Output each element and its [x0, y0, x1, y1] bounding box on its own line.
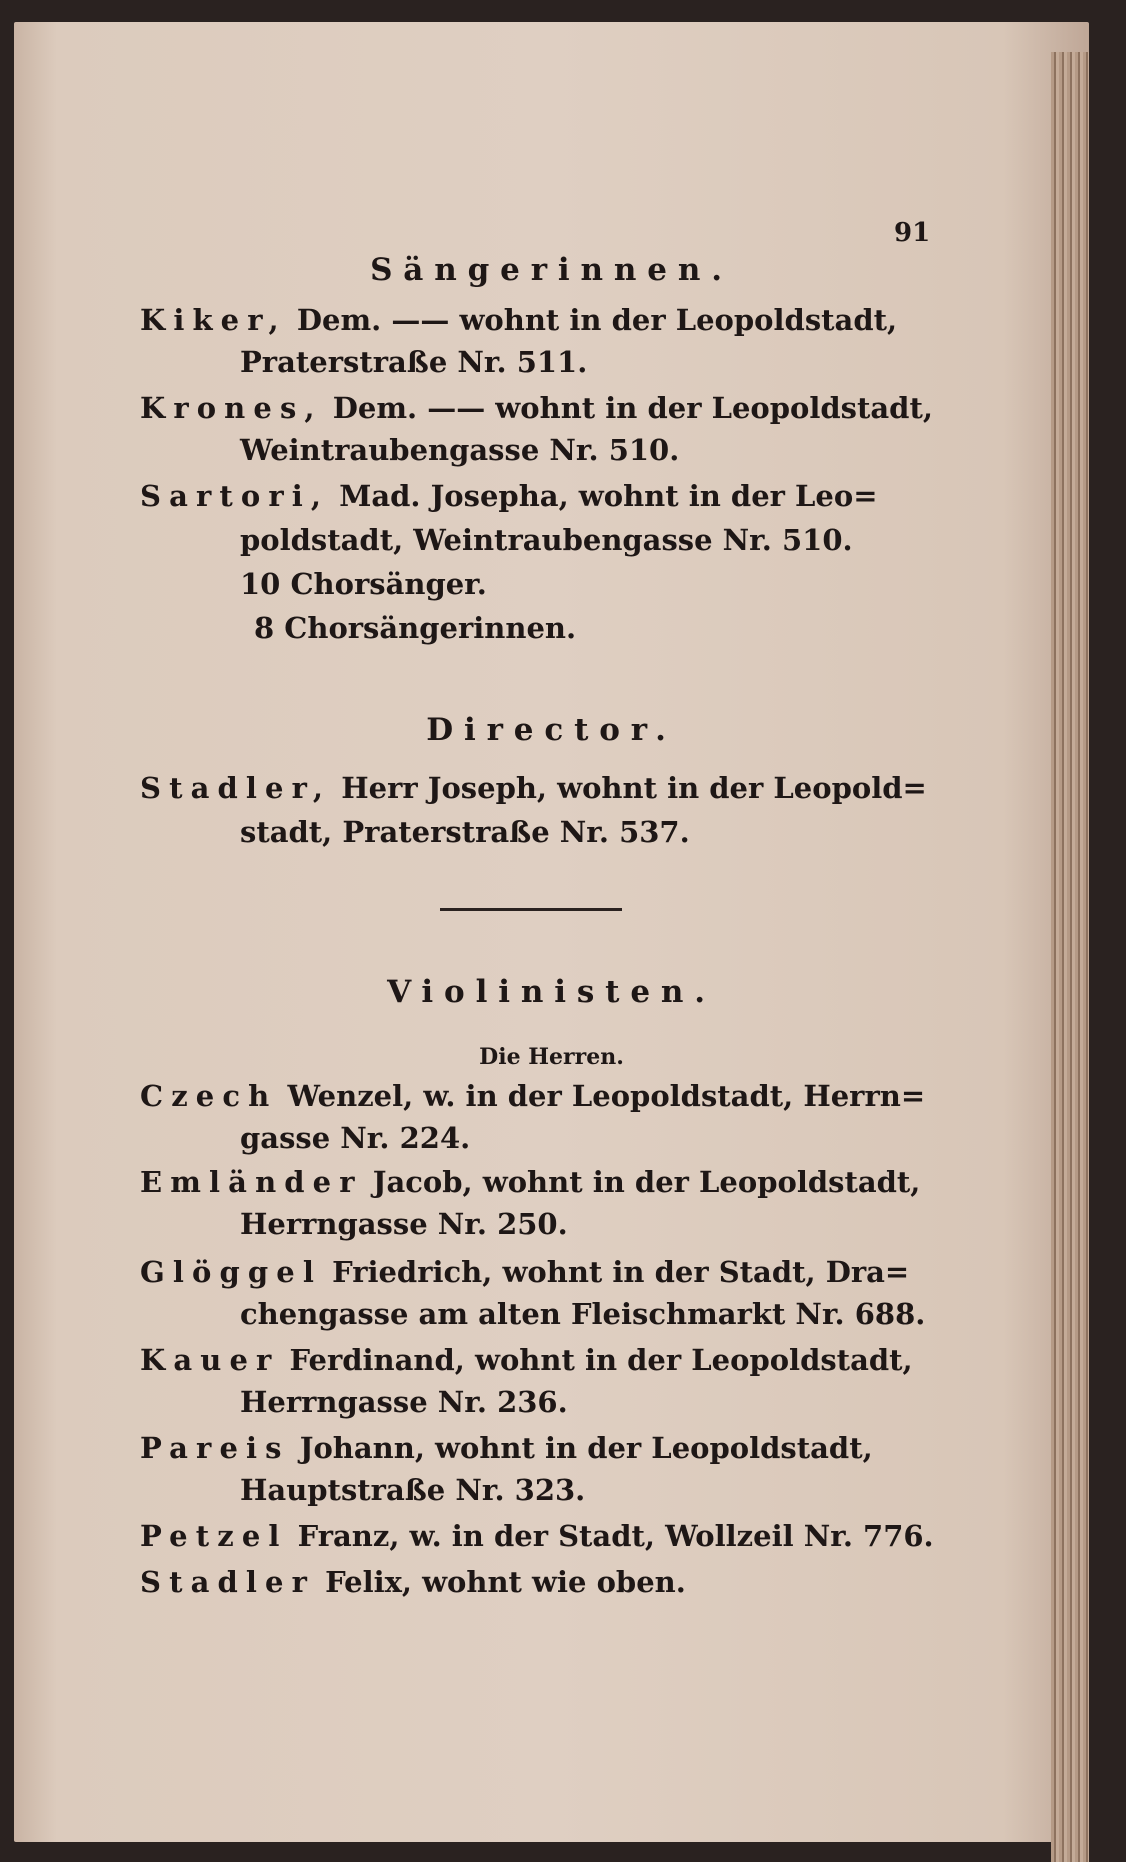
entry-text: Dem. —— wohnt in der Leopoldstadt, — [332, 391, 933, 425]
entry-line — [140, 771, 927, 805]
entry-text: Mad. Josepha, wohnt in der Leo= — [339, 479, 878, 513]
subheading: Die Herren. — [479, 1044, 624, 1070]
entry-line — [140, 1565, 686, 1599]
entry-line: Herrngasse Nr. 250. — [240, 1207, 568, 1241]
entry-text: Wenzel, w. in der Leopoldstadt, Herrn= — [287, 1079, 926, 1113]
entry-line: poldstadt, Weintraubengasse Nr. 510. — [240, 523, 853, 557]
entry-line — [140, 303, 898, 337]
entry-name: Stadler — [140, 1565, 315, 1599]
entry-text: Dem. —— wohnt in der Leopoldstadt, — [296, 303, 898, 337]
entry-name: Petzel — [140, 1519, 288, 1553]
entry-line: 10 Chorsänger. — [240, 567, 487, 601]
entry-text: Jacob, wohnt in der Leopoldstadt, — [372, 1165, 921, 1199]
entry-line: Herrngasse Nr. 236. — [240, 1385, 568, 1419]
entry-text: Johann, wohnt in der Leopoldstadt, — [299, 1431, 873, 1465]
entry-line: Praterstraße Nr. 511. — [240, 345, 588, 379]
entry-name: Czech — [140, 1079, 278, 1113]
entry-line: stadt, Praterstraße Nr. 537. — [240, 815, 690, 849]
page-edges — [1051, 52, 1089, 1862]
heading-saengerinnen: Sängerinnen. — [370, 252, 733, 288]
entry-name: Kiker, — [140, 303, 287, 337]
entry-name: Kauer — [140, 1343, 280, 1377]
section-divider — [440, 908, 622, 911]
entry-name: Glöggel — [140, 1255, 322, 1289]
entry-line — [140, 1519, 934, 1553]
entry-text: Ferdinand, wohnt in der Leopoldstadt, — [289, 1343, 913, 1377]
entry-line — [140, 1255, 910, 1289]
entry-name: Krones, — [140, 391, 323, 425]
entry-line — [140, 479, 878, 513]
entry-line — [140, 1079, 926, 1113]
entry-line: 8 Chorsängerinnen. — [254, 611, 577, 645]
heading-violinisten: Violinisten. — [387, 974, 716, 1010]
entry-line — [140, 1431, 873, 1465]
entry-name: Sartori, — [140, 479, 330, 513]
entry-text: Franz, w. in der Stadt, Wollzeil Nr. 776. — [297, 1519, 934, 1553]
entry-line — [140, 1165, 921, 1199]
entry-text: Felix, wohnt wie oben. — [325, 1565, 686, 1599]
entry-text: Herr Joseph, wohnt in der Leopold= — [341, 771, 927, 805]
entry-line: gasse Nr. 224. — [240, 1121, 471, 1155]
heading-director: Director. — [426, 712, 677, 748]
entry-name: Stadler, — [140, 771, 332, 805]
entry-line — [140, 391, 933, 425]
entry-text: Friedrich, wohnt in der Stadt, Dra= — [332, 1255, 910, 1289]
entry-line — [140, 1343, 913, 1377]
entry-line: chengasse am alten Fleischmarkt Nr. 688. — [240, 1297, 926, 1331]
entry-name: Pareis — [140, 1431, 290, 1465]
entry-name: Emländer — [140, 1165, 363, 1199]
entry-line: Hauptstraße Nr. 323. — [240, 1473, 586, 1507]
entry-line: Weintraubengasse Nr. 510. — [240, 433, 680, 467]
page-number: 91 — [894, 218, 931, 248]
book-page — [14, 22, 1089, 1842]
